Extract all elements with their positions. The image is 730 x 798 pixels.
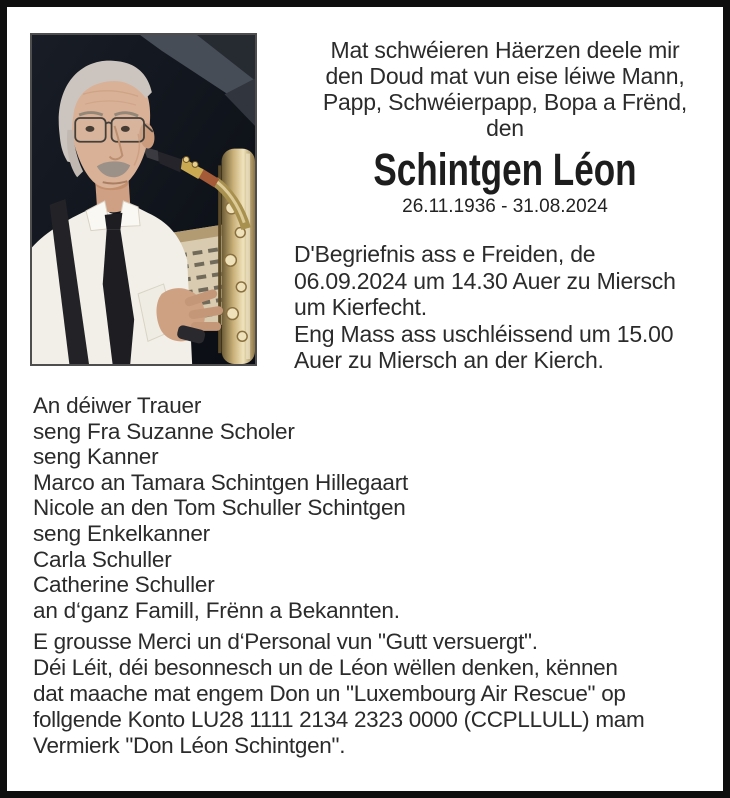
mourner-line: Nicole an den Tom Schuller Schintgen	[33, 495, 406, 521]
mourner-line: seng Enkelkanner	[33, 520, 210, 546]
mourner-line: an d‘ganz Famill, Frënn a Bekannten.	[33, 597, 400, 623]
notice-header	[291, 37, 719, 374]
mourner-line: seng Kanner	[33, 444, 159, 470]
intro-line: den Doud mat vun eise léiwe Mann,	[325, 63, 685, 89]
deceased-name: Schintgen Léon	[373, 144, 637, 195]
mourner-line: seng Fra Suzanne Scholer	[33, 418, 295, 444]
mourner-line: Catherine Schuller	[33, 572, 215, 598]
intro-line: Papp, Schwéierpapp, Bopa a Frënd,	[322, 89, 688, 115]
mourners-list	[33, 393, 408, 623]
intro-line: den	[486, 115, 524, 141]
intro-line: Mat schwéieren Häerzen deele mir	[330, 37, 680, 63]
mourner-line: Carla Schuller	[33, 546, 172, 572]
funeral-line: Auer zu Miersch an der Kierch.	[294, 347, 604, 373]
mourner-line: Marco an Tamara Schintgen Hillegaart	[33, 469, 409, 495]
thanks-line: Déi Léit, déi besonnesch un de Léon wëllen denken, kënnen	[33, 655, 618, 680]
funeral-info	[291, 241, 719, 374]
funeral-line: Eng Mass ass uschléissend um 15.00	[294, 320, 674, 347]
funeral-line: D'Begriefnis ass e Freiden, de	[294, 241, 596, 267]
thanks-line: dat maache mat engem Don un "Luxembourg Air Rescue" op	[33, 681, 626, 706]
portrait-illustration	[32, 35, 255, 364]
saxophone-body	[220, 149, 255, 364]
thanks-line: Vermierk "Don Léon Schintgen".	[33, 733, 346, 758]
portrait-photo	[30, 33, 257, 366]
thanks-line: follgende Konto LU28 1111 2134 2323 0000 (CCPLLULL) mam	[33, 707, 645, 732]
funeral-line: 06.09.2024 um 14.30 Auer zu Miersch	[294, 267, 676, 294]
intro-text	[291, 37, 719, 141]
funeral-line: um Kierfecht.	[294, 294, 427, 320]
thanks-line: E grousse Merci un d‘Personal vun "Gutt versuergt".	[33, 629, 538, 654]
thanks-text	[33, 629, 644, 759]
life-dates: 26.11.1936 - 31.08.2024	[402, 196, 608, 217]
mourner-line: An déiwer Trauer	[33, 393, 202, 418]
